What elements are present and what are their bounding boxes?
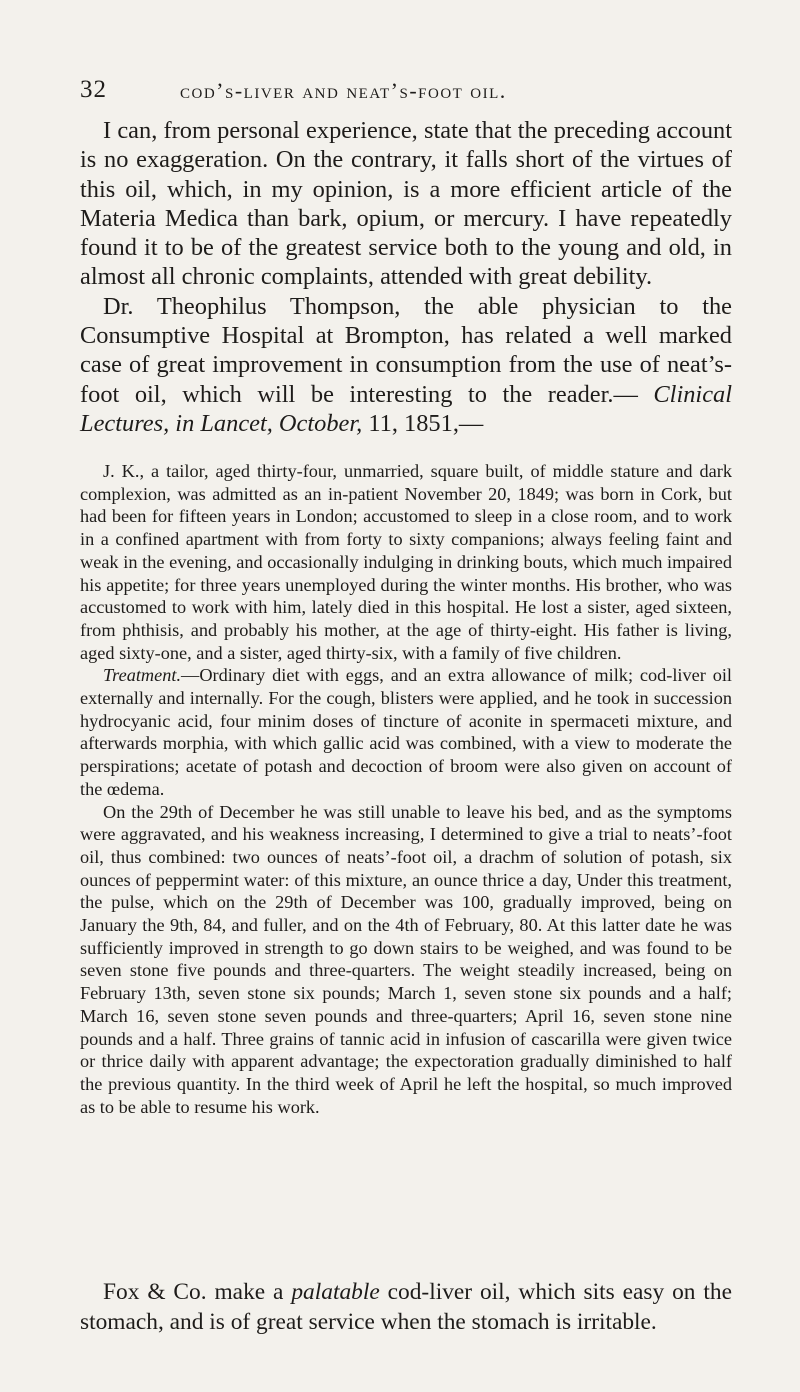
case-history: J. K., a tailor, aged thirty-four, unmarried, square built, of middle stature and dark complexion, was admitted as an in-patient November 20, 1849; was born in Cork, but had been for fifteen years in London; accustomed to sleep in a close room, and to work in a confined apartment with from forty to sixty companions; always feeling faint and weak in the evening, and occasionally indulging in drinking bouts, which much impaired his appetite; for three years unemployed during the winter months. His brother, who was accustomed to work with him, lately died in this hospital. He lost a sister, aged sixteen, from phthisis, and probably his mother, at the age of thirty-eight. His father is living, aged sixty-one, and a sister, aged thirty-six, with a family of five children.	[80, 461, 732, 663]
progress-paragraph: On the 29th of December he was still unable to leave his bed, and as the symptoms were aggravated, and his weakness increasing, I determined to give a trial to neats’-foot oil, thus combined: two ounces of neats’-foot oil, a drachm of solution of potash, six ounces of peppermint water: of this mixture, an ounce thrice a day, Under this treatment, the pulse, which on the 29th of December was 100, gradually improved, being on January the 9th, 84, and fuller, and on the 4th of February, 80. At this latter date he was sufficiently improved in strength to go down stairs to be weighed, and was found to be seven stone five pounds and three-quarters. The weight steadily increased, being on February 13th, seven stone six pounds; March 1, seven stone six pounds and a half; March 16, seven stone seven pounds and three-quarters; April 16, seven stone nine pounds and a half. Three grains of tannic acid in infusion of cascarilla were given twice or thrice daily with apparent advantage; the expectoration gradually diminished to half the previous quantity. In the third week of April he left the hospital, so much improved as to be able to resume his work.	[80, 801, 732, 1117]
treatment-label: Treatment.	[103, 665, 182, 686]
citation: Clinical Lectures, in Lancet, October,	[80, 380, 732, 437]
ad-lead: Fox & Co. make a	[103, 1279, 292, 1305]
running-head: cod’s-liver and neat’s-foot oil.	[180, 78, 507, 103]
ad-emphasis: palatable	[291, 1279, 380, 1305]
treatment-text: —Ordinary diet with eggs, and an extra allowance of milk; cod-liver oil externally and internally. For the cough, blisters were applied, and he took in succession hydrocyanic acid, four minim doses of tincture of aconite in spermaceti mixture, and afterwards morphia, with which gallic acid was combined, with a view to moderate the perspirations; acetate of potash and decoction of broom were also given on account of the œdema.	[80, 665, 732, 799]
ad-tail: cod-liver oil, which sits easy on the stomach, and is of great service when the stomach is irritable.	[80, 1279, 732, 1335]
intro-section	[80, 116, 732, 438]
advertisement-text	[80, 1278, 732, 1337]
case-report	[80, 460, 732, 1118]
page-number: 32	[80, 76, 107, 103]
thompson-text: Dr. Theophilus Thompson, the able physician to the Consumptive Hospital at Brompton, has related a well marked case of great improvement in consumption from the use of neat’s-foot oil, which will be interesting to the reader.—	[80, 292, 732, 408]
intro-paragraph: I can, from personal experience, state that the preceding account is no exaggeration. On the contrary, it falls short of the virtues of this oil, which, in my opinion, is a more efficient article of the Materia Medica than bark, opium, or mercury. I have repeatedly found it to be of the greatest service both to the young and old, in almost all chronic complaints, attended with great debility.	[80, 117, 732, 291]
treatment-paragraph	[80, 664, 732, 800]
citation-date: 11, 1851,—	[362, 409, 484, 437]
intro-paragraph-thompson	[80, 292, 732, 438]
page-header	[80, 76, 730, 112]
advertisement	[80, 1278, 732, 1337]
